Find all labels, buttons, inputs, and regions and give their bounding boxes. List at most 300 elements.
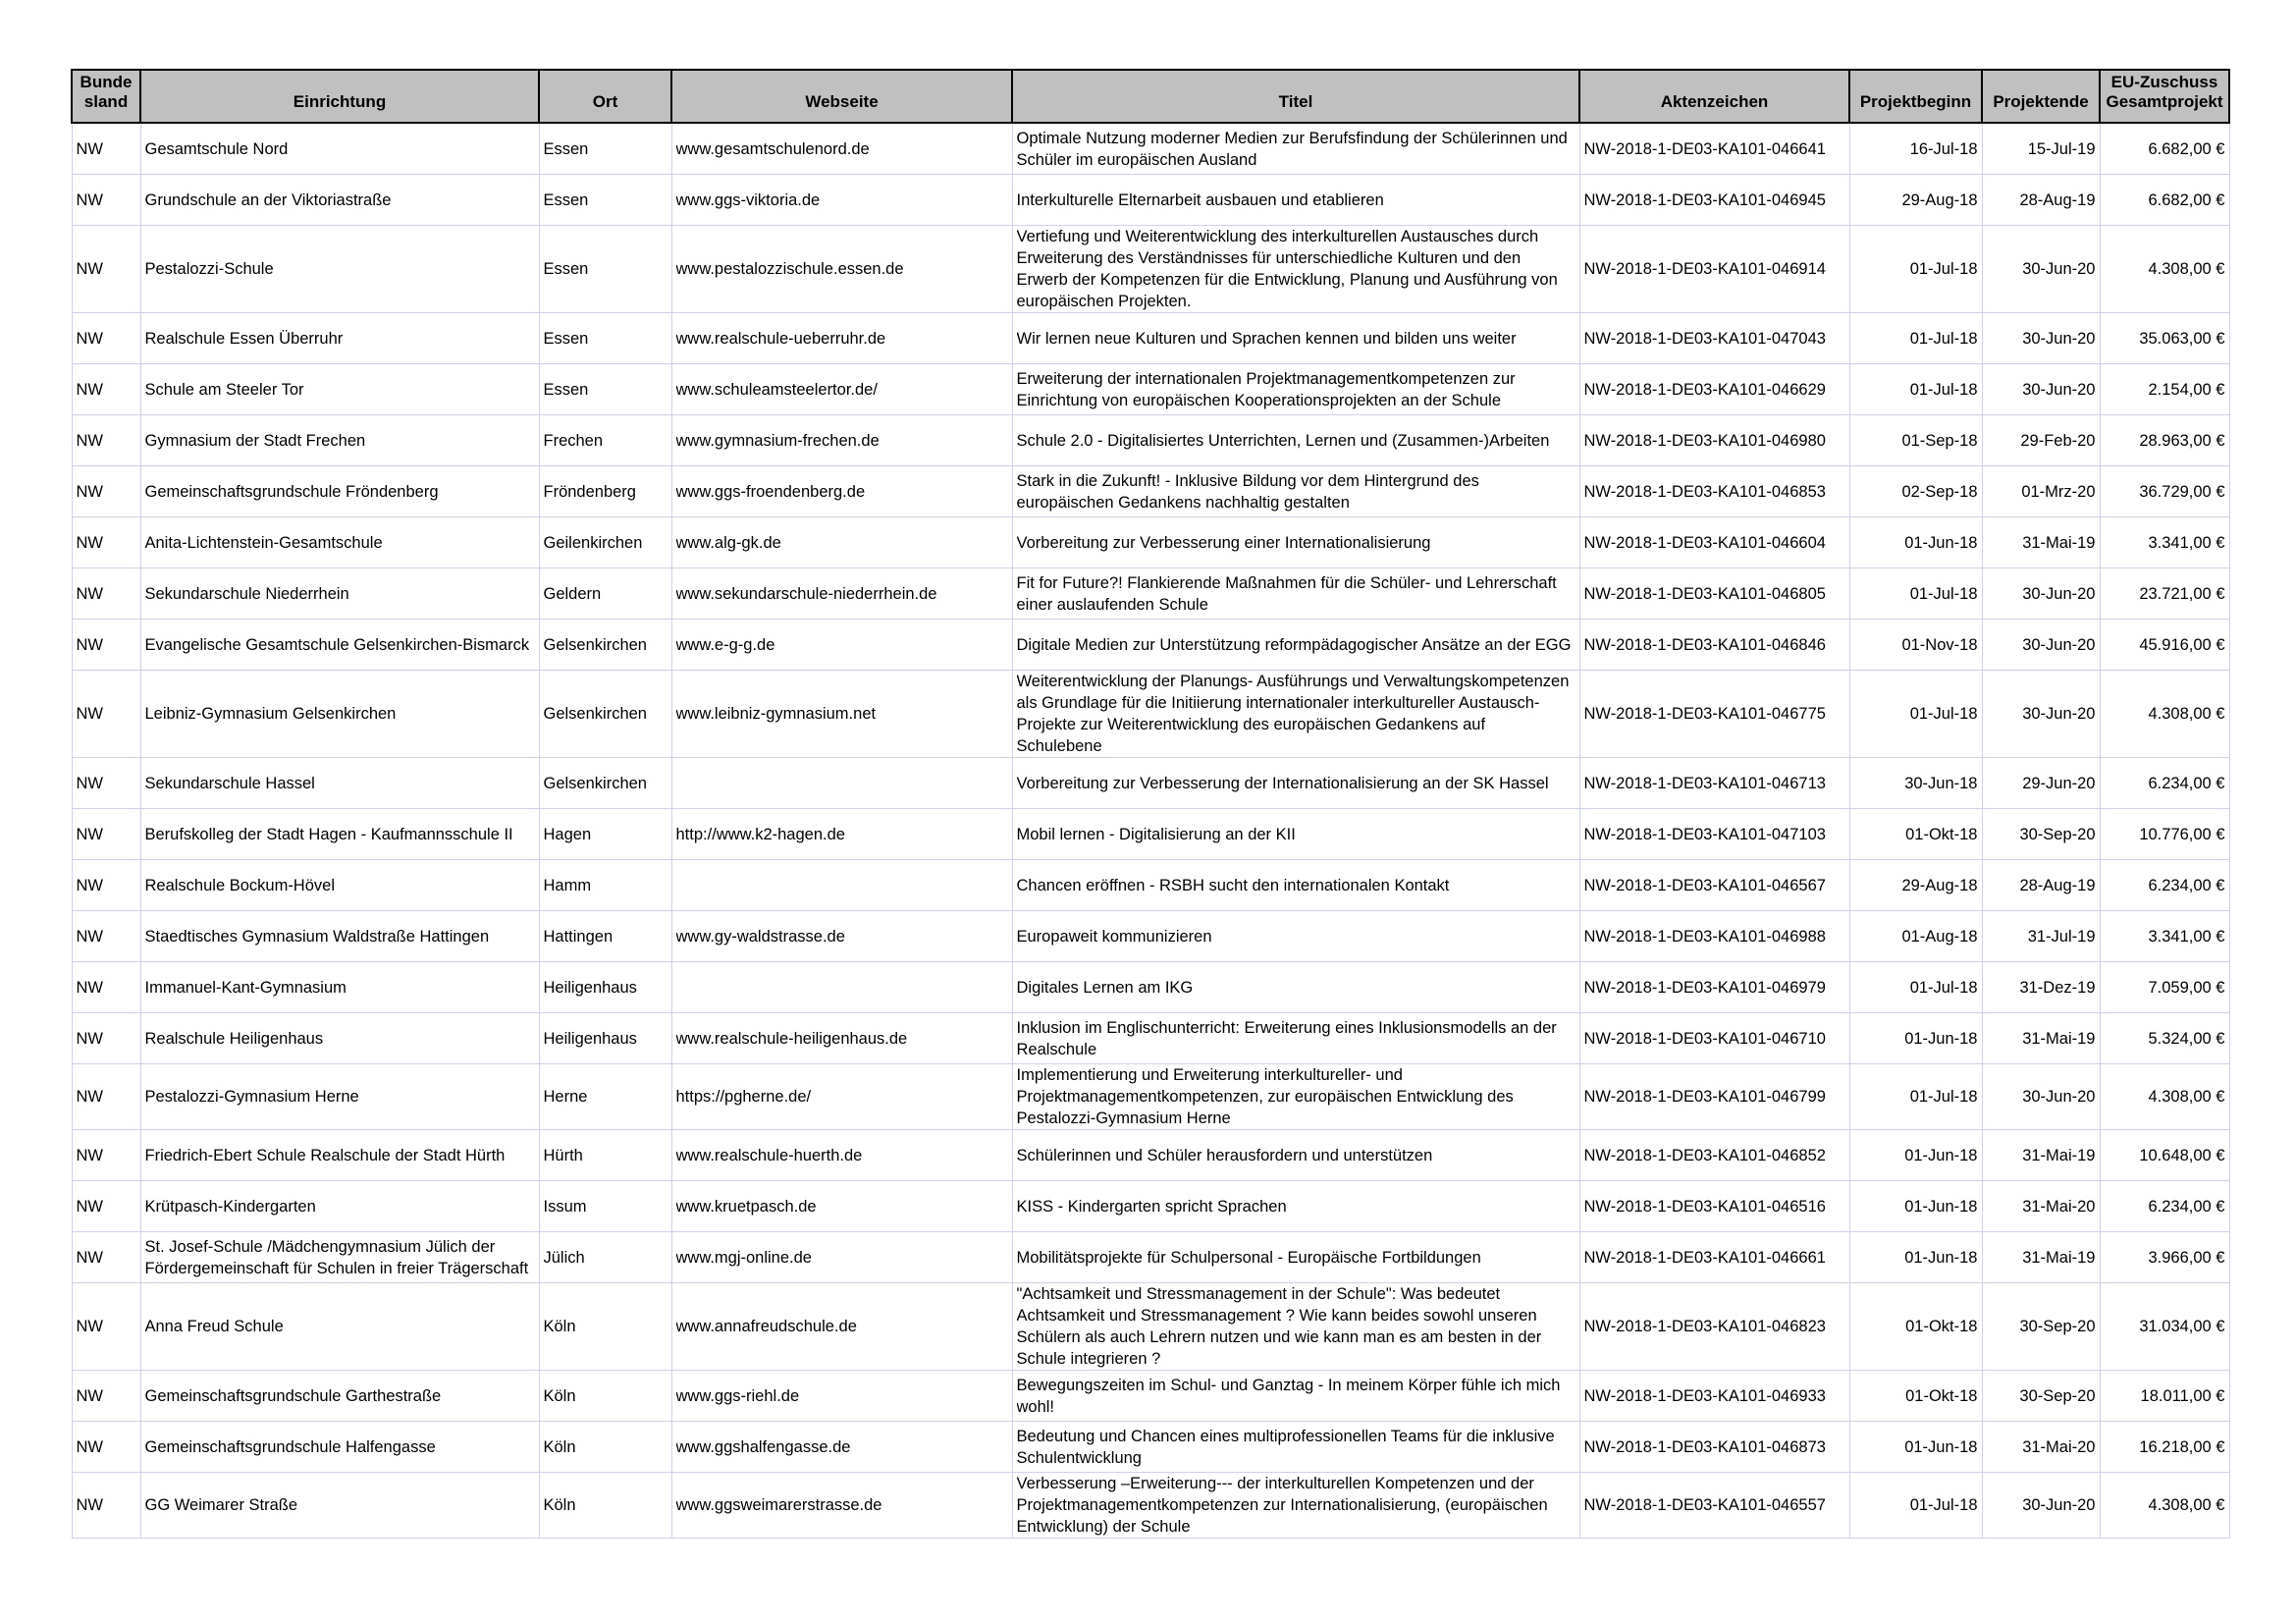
cell-titel-text: Optimale Nutzung moderner Medien zur Berufsfindung der Schülerinnen und Schüler im europäischen Ausland: [1016, 129, 1568, 169]
cell-titel-text: KISS - Kindergarten spricht Sprachen: [1016, 1197, 1287, 1216]
cell-ort: [539, 1013, 671, 1064]
table-row: [72, 1371, 2229, 1422]
cell-projektende-text: 30-Jun-20: [2022, 705, 2096, 723]
cell-ort-text: Hamm: [543, 876, 592, 894]
cell-eu-zuschuss: [2100, 809, 2229, 860]
cell-titel-text: Chancen eröffnen - RSBH sucht den internationalen Kontakt: [1016, 876, 1450, 894]
cell-bundesland-text: NW: [76, 380, 103, 399]
cell-titel: [1012, 313, 1579, 364]
cell-eu-zuschuss: [2100, 364, 2229, 415]
cell-eu-zuschuss: [2100, 568, 2229, 620]
cell-webseite-text: www.leibniz-gymnasium.net: [675, 705, 877, 723]
cell-aktenzeichen-text: NW-2018-1-DE03-KA101-046945: [1583, 190, 1826, 209]
cell-bundesland: [72, 1232, 140, 1283]
cell-aktenzeichen-text: NW-2018-1-DE03-KA101-046710: [1583, 1029, 1826, 1048]
cell-einrichtung: [140, 1064, 539, 1130]
cell-projektbeginn: [1849, 568, 1982, 620]
cell-projektende-text: 30-Jun-20: [2022, 329, 2096, 348]
cell-bundesland: [72, 1283, 140, 1371]
cell-bundesland-text: NW: [76, 927, 103, 946]
cell-projektende: [1982, 620, 2100, 671]
cell-eu-zuschuss: [2100, 1064, 2229, 1130]
cell-projektbeginn-text: 29-Aug-18: [1901, 876, 1978, 894]
table-row: [72, 1130, 2229, 1181]
cell-webseite-text: www.realschule-heiligenhaus.de: [675, 1029, 908, 1048]
table-row: [72, 175, 2229, 226]
cell-titel-text: Europaweit kommunizieren: [1016, 927, 1212, 946]
cell-einrichtung: [140, 1473, 539, 1539]
cell-einrichtung-text: St. Josef-Schule /Mädchengymnasium Jülich der Fördergemeinschaft für Schulen in freier Trägerschaft: [144, 1237, 529, 1277]
cell-aktenzeichen: [1579, 466, 1849, 517]
table-row: [72, 415, 2229, 466]
cell-ort: [539, 809, 671, 860]
cell-webseite: [671, 364, 1012, 415]
cell-titel: [1012, 1371, 1579, 1422]
cell-titel-text: Mobil lernen - Digitalisierung an der KII: [1016, 825, 1296, 843]
cell-ort-text: Essen: [543, 329, 589, 348]
cell-projektende-text: 30-Jun-20: [2022, 635, 2096, 654]
cell-aktenzeichen: [1579, 1283, 1849, 1371]
cell-projektbeginn-text: 01-Jul-18: [1909, 1088, 1978, 1106]
header-bundesland: Bunde sland: [72, 70, 140, 123]
cell-bundesland-text: NW: [76, 329, 103, 348]
cell-eu-zuschuss: [2100, 175, 2229, 226]
cell-ort-text: Issum: [543, 1197, 587, 1216]
cell-einrichtung-text: Leibniz-Gymnasium Gelsenkirchen: [144, 705, 397, 723]
cell-einrichtung-text: Gemeinschaftsgrundschule Halfengasse: [144, 1437, 436, 1456]
cell-webseite: [671, 175, 1012, 226]
cell-projektende: [1982, 1013, 2100, 1064]
cell-webseite-text: www.e-g-g.de: [675, 635, 775, 654]
cell-projektende: [1982, 911, 2100, 962]
cell-aktenzeichen-text: NW-2018-1-DE03-KA101-046846: [1583, 635, 1826, 654]
cell-einrichtung-text: Gesamtschule Nord: [144, 139, 289, 158]
cell-projektende-text: 31-Jul-19: [2027, 927, 2096, 946]
cell-bundesland: [72, 911, 140, 962]
cell-projektbeginn: [1849, 1181, 1982, 1232]
cell-ort: [539, 568, 671, 620]
cell-projektbeginn: [1849, 860, 1982, 911]
cell-titel-text: Bewegungszeiten im Schul- und Ganztag - In meinem Körper fühle ich mich wohl!: [1016, 1376, 1561, 1416]
cell-bundesland: [72, 364, 140, 415]
cell-webseite: [671, 962, 1012, 1013]
cell-aktenzeichen-text: NW-2018-1-DE03-KA101-046852: [1583, 1146, 1826, 1164]
cell-aktenzeichen-text: NW-2018-1-DE03-KA101-046988: [1583, 927, 1826, 946]
cell-einrichtung: [140, 466, 539, 517]
cell-eu-zuschuss: [2100, 313, 2229, 364]
cell-ort-text: Hagen: [543, 825, 592, 843]
cell-projektbeginn-text: 01-Jul-18: [1909, 380, 1978, 399]
cell-webseite: [671, 123, 1012, 175]
cell-aktenzeichen-text: NW-2018-1-DE03-KA101-046914: [1583, 260, 1826, 278]
cell-aktenzeichen: [1579, 911, 1849, 962]
cell-aktenzeichen: [1579, 1013, 1849, 1064]
cell-aktenzeichen: [1579, 1130, 1849, 1181]
cell-einrichtung-text: Pestalozzi-Gymnasium Herne: [144, 1088, 359, 1106]
cell-eu-zuschuss-text: 6.682,00 €: [2148, 190, 2225, 209]
cell-ort: [539, 911, 671, 962]
cell-titel: [1012, 860, 1579, 911]
cell-aktenzeichen: [1579, 1064, 1849, 1130]
table-row: [72, 1422, 2229, 1473]
cell-ort: [539, 671, 671, 758]
cell-webseite: [671, 1283, 1012, 1371]
cell-einrichtung-text: GG Weimarer Straße: [144, 1496, 298, 1514]
cell-bundesland-text: NW: [76, 1248, 103, 1267]
cell-bundesland: [72, 1181, 140, 1232]
cell-projektbeginn-text: 01-Jun-18: [1904, 533, 1978, 552]
cell-einrichtung-text: Gymnasium der Stadt Frechen: [144, 431, 366, 450]
cell-projektende: [1982, 364, 2100, 415]
cell-einrichtung-text: Realschule Heiligenhaus: [144, 1029, 324, 1048]
cell-projektbeginn-text: 01-Okt-18: [1905, 1386, 1978, 1405]
cell-webseite-text: www.ggshalfengasse.de: [675, 1437, 851, 1456]
cell-titel: [1012, 175, 1579, 226]
cell-einrichtung-text: Friedrich-Ebert Schule Realschule der Stadt Hürth: [144, 1146, 506, 1164]
cell-bundesland-text: NW: [76, 825, 103, 843]
cell-aktenzeichen-text: NW-2018-1-DE03-KA101-046661: [1583, 1248, 1826, 1267]
cell-ort-text: Hattingen: [543, 927, 614, 946]
header-row: [72, 70, 2229, 123]
cell-titel: [1012, 1064, 1579, 1130]
cell-webseite-text: www.kruetpasch.de: [675, 1197, 817, 1216]
cell-projektende-text: 30-Jun-20: [2022, 1496, 2096, 1514]
cell-bundesland: [72, 517, 140, 568]
cell-webseite-text: www.gymnasium-frechen.de: [675, 431, 880, 450]
header-titel: Titel: [1012, 70, 1579, 123]
cell-projektbeginn: [1849, 1013, 1982, 1064]
cell-einrichtung-text: Berufskolleg der Stadt Hagen - Kaufmannsschule II: [144, 825, 513, 843]
cell-einrichtung: [140, 123, 539, 175]
cell-projektende-text: 28-Aug-19: [2019, 876, 2096, 894]
cell-projektbeginn: [1849, 1422, 1982, 1473]
cell-bundesland: [72, 809, 140, 860]
cell-projektbeginn-text: 01-Jul-18: [1909, 584, 1978, 603]
cell-aktenzeichen: [1579, 758, 1849, 809]
cell-bundesland: [72, 671, 140, 758]
table-row: [72, 364, 2229, 415]
cell-ort: [539, 364, 671, 415]
cell-titel: [1012, 123, 1579, 175]
cell-projektende: [1982, 671, 2100, 758]
cell-aktenzeichen-text: NW-2018-1-DE03-KA101-046979: [1583, 978, 1826, 997]
cell-aktenzeichen: [1579, 364, 1849, 415]
cell-eu-zuschuss-text: 18.011,00 €: [2140, 1386, 2225, 1405]
cell-projektende: [1982, 568, 2100, 620]
cell-webseite-text: www.gy-waldstrasse.de: [675, 927, 845, 946]
cell-bundesland-text: NW: [76, 260, 103, 278]
cell-bundesland: [72, 175, 140, 226]
cell-webseite-text: www.realschule-huerth.de: [675, 1146, 863, 1164]
cell-projektende: [1982, 313, 2100, 364]
cell-aktenzeichen: [1579, 1232, 1849, 1283]
cell-titel: [1012, 1181, 1579, 1232]
cell-einrichtung: [140, 415, 539, 466]
cell-einrichtung: [140, 809, 539, 860]
projects-table: [71, 69, 2230, 1539]
cell-projektende: [1982, 415, 2100, 466]
cell-titel: [1012, 226, 1579, 313]
cell-titel: [1012, 415, 1579, 466]
cell-eu-zuschuss: [2100, 758, 2229, 809]
cell-bundesland: [72, 860, 140, 911]
cell-bundesland: [72, 123, 140, 175]
cell-einrichtung-text: Staedtisches Gymnasium Waldstraße Hattingen: [144, 927, 490, 946]
cell-ort: [539, 1232, 671, 1283]
cell-eu-zuschuss-text: 4.308,00 €: [2148, 260, 2225, 278]
cell-bundesland-text: NW: [76, 482, 103, 501]
cell-einrichtung: [140, 568, 539, 620]
cell-aktenzeichen-text: NW-2018-1-DE03-KA101-046823: [1583, 1318, 1826, 1335]
cell-ort-text: Gelsenkirchen: [543, 635, 647, 654]
cell-projektbeginn-text: 01-Jun-18: [1904, 1248, 1978, 1267]
cell-projektende: [1982, 1473, 2100, 1539]
cell-ort-text: Essen: [543, 260, 589, 278]
cell-ort: [539, 962, 671, 1013]
header-aktenzeichen: Aktenzeichen: [1579, 70, 1849, 123]
cell-aktenzeichen-text: NW-2018-1-DE03-KA101-046775: [1583, 705, 1826, 723]
cell-bundesland-text: NW: [76, 876, 103, 894]
header-webseite: Webseite: [671, 70, 1012, 123]
cell-projektende-text: 31-Mai-19: [2022, 1248, 2096, 1267]
cell-projektende-text: 31-Mai-19: [2022, 1146, 2096, 1164]
cell-aktenzeichen: [1579, 1181, 1849, 1232]
cell-projektende-text: 29-Jun-20: [2022, 774, 2096, 792]
cell-bundesland-text: NW: [76, 1318, 103, 1335]
cell-aktenzeichen-text: NW-2018-1-DE03-KA101-046516: [1583, 1197, 1826, 1216]
cell-bundesland: [72, 962, 140, 1013]
cell-projektende-text: 31-Mai-19: [2022, 533, 2096, 552]
cell-titel-text: Schule 2.0 - Digitalisiertes Unterrichten, Lernen und (Zusammen-)Arbeiten: [1016, 431, 1550, 450]
cell-titel-text: Stark in die Zukunft! - Inklusive Bildung vor dem Hintergrund des europäischen Gedankens nachhaltig gestalten: [1016, 471, 1479, 512]
cell-projektbeginn: [1849, 175, 1982, 226]
table-row: [72, 313, 2229, 364]
cell-titel: [1012, 1422, 1579, 1473]
cell-projektbeginn-text: 01-Nov-18: [1901, 635, 1978, 654]
cell-projektende: [1982, 175, 2100, 226]
cell-projektbeginn-text: 01-Jul-18: [1909, 329, 1978, 348]
cell-einrichtung-text: Evangelische Gesamtschule Gelsenkirchen-Bismarck: [144, 635, 530, 654]
cell-ort-text: Köln: [543, 1496, 576, 1514]
cell-eu-zuschuss: [2100, 962, 2229, 1013]
cell-titel: [1012, 568, 1579, 620]
cell-ort-text: Essen: [543, 139, 589, 158]
table-row: [72, 226, 2229, 313]
cell-eu-zuschuss-text: 2.154,00 €: [2148, 380, 2225, 399]
cell-ort: [539, 1371, 671, 1422]
cell-bundesland: [72, 1064, 140, 1130]
cell-projektende-text: 30-Jun-20: [2022, 260, 2096, 278]
table-row: [72, 911, 2229, 962]
cell-aktenzeichen-text: NW-2018-1-DE03-KA101-046805: [1583, 584, 1826, 603]
cell-bundesland-text: NW: [76, 1437, 103, 1456]
cell-ort-text: Hürth: [543, 1146, 583, 1164]
cell-webseite: [671, 860, 1012, 911]
cell-einrichtung-text: Sekundarschule Niederrhein: [144, 584, 349, 603]
table-row: [72, 1283, 2229, 1371]
cell-bundesland: [72, 226, 140, 313]
cell-aktenzeichen: [1579, 860, 1849, 911]
cell-eu-zuschuss-text: 10.776,00 €: [2139, 825, 2225, 843]
cell-ort-text: Fröndenberg: [543, 482, 636, 501]
cell-webseite-text: www.mgj-online.de: [675, 1248, 812, 1267]
cell-einrichtung: [140, 962, 539, 1013]
cell-ort: [539, 517, 671, 568]
cell-bundesland: [72, 568, 140, 620]
cell-eu-zuschuss-text: 35.063,00 €: [2139, 329, 2225, 348]
cell-titel-text: Wir lernen neue Kulturen und Sprachen kennen und bilden uns weiter: [1016, 329, 1517, 348]
cell-eu-zuschuss: [2100, 911, 2229, 962]
cell-titel: [1012, 758, 1579, 809]
cell-webseite: [671, 758, 1012, 809]
cell-eu-zuschuss-text: 3.341,00 €: [2148, 927, 2225, 946]
cell-projektbeginn: [1849, 517, 1982, 568]
table-row: [72, 1013, 2229, 1064]
cell-eu-zuschuss-text: 6.234,00 €: [2148, 774, 2225, 792]
cell-einrichtung: [140, 671, 539, 758]
cell-projektende: [1982, 1181, 2100, 1232]
cell-bundesland-text: NW: [76, 705, 103, 723]
cell-titel-text: Vorbereitung zur Verbesserung einer Internationalisierung: [1016, 533, 1431, 552]
cell-projektende: [1982, 226, 2100, 313]
cell-projektbeginn-text: 01-Jun-18: [1904, 1029, 1978, 1048]
cell-projektbeginn-text: 01-Okt-18: [1905, 1318, 1978, 1335]
cell-ort-text: Jülich: [543, 1248, 585, 1267]
cell-ort-text: Geilenkirchen: [543, 533, 643, 552]
cell-bundesland-text: NW: [76, 978, 103, 997]
cell-aktenzeichen: [1579, 313, 1849, 364]
cell-eu-zuschuss-text: 5.324,00 €: [2148, 1029, 2225, 1048]
cell-eu-zuschuss: [2100, 123, 2229, 175]
cell-aktenzeichen-text: NW-2018-1-DE03-KA101-046873: [1583, 1437, 1826, 1456]
cell-bundesland-text: NW: [76, 1386, 103, 1405]
cell-eu-zuschuss-text: 3.966,00 €: [2148, 1248, 2225, 1267]
cell-bundesland-text: NW: [76, 1197, 103, 1216]
cell-eu-zuschuss: [2100, 1422, 2229, 1473]
cell-titel-text: Schülerinnen und Schüler herausfordern und unterstützen: [1016, 1146, 1433, 1164]
header-projektbeginn: Projektbeginn: [1849, 70, 1982, 123]
cell-webseite: [671, 1371, 1012, 1422]
cell-eu-zuschuss-text: 23.721,00 €: [2139, 584, 2225, 603]
cell-webseite-text: www.ggs-riehl.de: [675, 1386, 800, 1405]
table-row: [72, 466, 2229, 517]
cell-projektbeginn: [1849, 1064, 1982, 1130]
cell-webseite-text: www.ggs-viktoria.de: [675, 190, 821, 209]
cell-webseite-text: www.sekundarschule-niederrhein.de: [675, 584, 937, 603]
cell-eu-zuschuss: [2100, 1371, 2229, 1422]
cell-ort-text: Gelsenkirchen: [543, 774, 647, 792]
cell-einrichtung-text: Immanuel-Kant-Gymnasium: [144, 978, 347, 997]
cell-ort-text: Köln: [543, 1318, 576, 1335]
cell-einrichtung: [140, 860, 539, 911]
cell-projektbeginn: [1849, 620, 1982, 671]
cell-bundesland-text: NW: [76, 139, 103, 158]
cell-aktenzeichen: [1579, 175, 1849, 226]
cell-bundesland-text: NW: [76, 1088, 103, 1106]
cell-ort: [539, 1473, 671, 1539]
cell-einrichtung: [140, 1013, 539, 1064]
cell-projektbeginn: [1849, 123, 1982, 175]
cell-eu-zuschuss: [2100, 1181, 2229, 1232]
cell-projektbeginn-text: 02-Sep-18: [1901, 482, 1978, 501]
cell-ort-text: Geldern: [543, 584, 602, 603]
cell-titel: [1012, 962, 1579, 1013]
cell-projektbeginn: [1849, 1130, 1982, 1181]
cell-projektbeginn-text: 01-Okt-18: [1905, 825, 1978, 843]
cell-einrichtung: [140, 1232, 539, 1283]
cell-eu-zuschuss-text: 31.034,00 €: [2139, 1318, 2225, 1335]
cell-titel-text: Weiterentwicklung der Planungs- Ausführungs und Verwaltungskompetenzen als Grundlage für die Initiierung internationaler interkultureller Austausch-Projekte zur Weiterentwicklung des europäischen Gedankens auf Schulebene: [1016, 673, 1570, 755]
cell-eu-zuschuss-text: 10.648,00 €: [2139, 1146, 2225, 1164]
cell-titel: [1012, 911, 1579, 962]
cell-bundesland: [72, 758, 140, 809]
cell-aktenzeichen: [1579, 226, 1849, 313]
cell-eu-zuschuss-text: 6.234,00 €: [2148, 1197, 2225, 1216]
cell-bundesland: [72, 466, 140, 517]
cell-webseite: [671, 911, 1012, 962]
cell-bundesland: [72, 1422, 140, 1473]
cell-bundesland: [72, 1371, 140, 1422]
cell-aktenzeichen: [1579, 517, 1849, 568]
cell-eu-zuschuss: [2100, 1130, 2229, 1181]
cell-titel-text: "Achtsamkeit und Stressmanagement in der Schule": Was bedeutet Achtsamkeit und Stressmanagement ? Wie kann beides sowohl unseren Schülern als auch Lehrern nutzen und wie kann man es am besten in der Schule integrieren ?: [1016, 1285, 1542, 1368]
cell-ort: [539, 1181, 671, 1232]
cell-titel-text: Inklusion im Englischunterricht: Erweiterung eines Inklusionsmodells an der Realschule: [1016, 1018, 1557, 1058]
cell-webseite-text: www.realschule-ueberruhr.de: [675, 329, 886, 348]
cell-ort-text: Frechen: [543, 431, 604, 450]
cell-projektende: [1982, 466, 2100, 517]
cell-einrichtung: [140, 1130, 539, 1181]
cell-projektende: [1982, 962, 2100, 1013]
cell-projektbeginn: [1849, 671, 1982, 758]
cell-ort: [539, 860, 671, 911]
cell-titel: [1012, 1013, 1579, 1064]
cell-eu-zuschuss: [2100, 1473, 2229, 1539]
cell-ort: [539, 1422, 671, 1473]
cell-projektbeginn-text: 16-Jul-18: [1909, 139, 1978, 158]
cell-webseite: [671, 1064, 1012, 1130]
table-row: [72, 962, 2229, 1013]
cell-projektende-text: 29-Feb-20: [2020, 431, 2096, 450]
cell-einrichtung-text: Realschule Bockum-Hövel: [144, 876, 335, 894]
cell-projektbeginn: [1849, 809, 1982, 860]
cell-titel: [1012, 620, 1579, 671]
cell-projektende-text: 28-Aug-19: [2019, 190, 2096, 209]
cell-einrichtung: [140, 620, 539, 671]
cell-einrichtung-text: Krütpasch-Kindergarten: [144, 1197, 316, 1216]
cell-projektende: [1982, 1422, 2100, 1473]
cell-eu-zuschuss-text: 3.341,00 €: [2148, 533, 2225, 552]
cell-projektende-text: 30-Sep-20: [2019, 1318, 2096, 1335]
cell-projektende: [1982, 1064, 2100, 1130]
cell-titel-text: Interkulturelle Elternarbeit ausbauen und etablieren: [1016, 190, 1384, 209]
cell-projektende-text: 30-Jun-20: [2022, 380, 2096, 399]
table-row: [72, 1473, 2229, 1539]
cell-titel: [1012, 1283, 1579, 1371]
cell-ort: [539, 1283, 671, 1371]
cell-ort-text: Köln: [543, 1386, 576, 1405]
cell-eu-zuschuss: [2100, 620, 2229, 671]
cell-webseite: [671, 226, 1012, 313]
cell-projektbeginn-text: 29-Aug-18: [1901, 190, 1978, 209]
cell-einrichtung: [140, 1371, 539, 1422]
cell-projektbeginn: [1849, 466, 1982, 517]
cell-projektende-text: 31-Mai-20: [2022, 1437, 2096, 1456]
cell-titel: [1012, 671, 1579, 758]
cell-einrichtung: [140, 1181, 539, 1232]
table-row: [72, 671, 2229, 758]
cell-projektbeginn: [1849, 226, 1982, 313]
